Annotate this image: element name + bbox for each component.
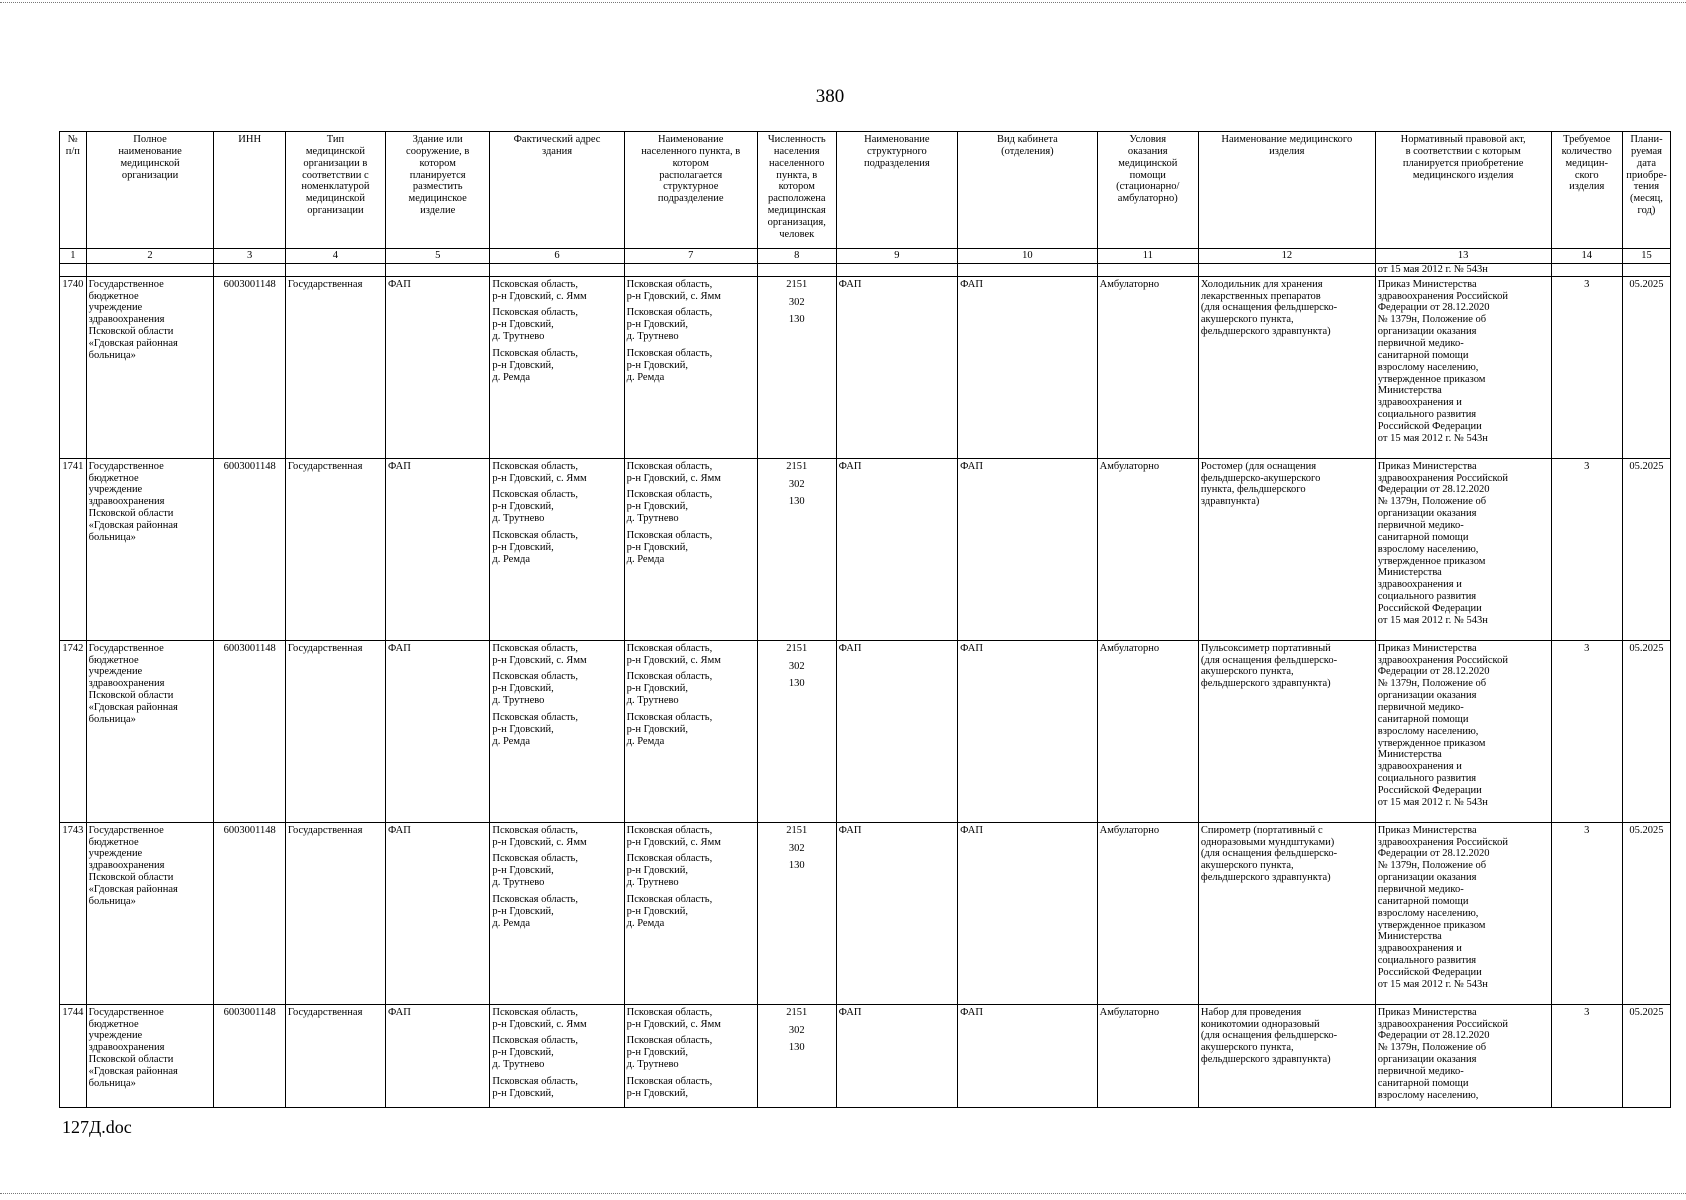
device-name-text: Спирометр (портативный с одноразовыми мундштуками) (для оснащения фельдшерско- акушерского пункта, фельдшерского здравпункта) xyxy=(1200,824,1338,884)
care-conditions-text: Амбулаторно xyxy=(1099,278,1160,290)
quantity-text: 3 xyxy=(1584,278,1590,290)
settlement-line: Псковская область, р-н Гдовский, д. Ремда xyxy=(626,530,713,565)
scan-edge-bottom xyxy=(0,1193,1686,1197)
inn xyxy=(214,1004,285,1107)
footer-filename: 127Д.doc xyxy=(62,1117,132,1137)
inn xyxy=(214,276,285,458)
header-cell: Требуемое количество медицин- ского изделия xyxy=(1551,132,1622,249)
population-line: 130 xyxy=(788,860,805,872)
address-line: Псковская область, р-н Гдовский, д. Трутнево xyxy=(492,853,578,889)
address-line: Псковская область, р-н Гдовский, с. Ямм xyxy=(492,460,587,484)
column-number: 15 xyxy=(1622,249,1670,264)
org-type xyxy=(285,1004,385,1107)
population-line: 302 xyxy=(788,478,805,490)
column-number-row xyxy=(60,249,1671,264)
header-cell: Наименование структурного подразделения xyxy=(836,132,957,249)
header-cell: Условия оказания медицинской помощи (стационарно/ амбулаторно) xyxy=(1097,132,1198,249)
settlement-line: Псковская область, р-н Гдовский, с. Ямм xyxy=(626,824,721,848)
subdivision-text: ФАП xyxy=(838,460,862,472)
column-number: 6 xyxy=(490,249,624,264)
population xyxy=(757,640,836,822)
building xyxy=(385,458,489,640)
population-line: 2151 xyxy=(786,460,808,472)
table-row xyxy=(60,822,1671,1004)
device-name-text: Холодильник для хранения лекарственных препаратов (для оснащения фельдшерско- акушерского пункта, фельдшерского здравпункта) xyxy=(1200,278,1338,338)
address-line: Псковская область, р-н Гдовский, с. Ямм xyxy=(492,1006,587,1030)
column-number: 12 xyxy=(1198,249,1375,264)
cabinet-type xyxy=(958,640,1098,822)
settlement xyxy=(624,822,757,1004)
quantity xyxy=(1551,822,1622,1004)
building-text: ФАП xyxy=(387,278,411,290)
cabinet-type xyxy=(958,458,1098,640)
column-number: 13 xyxy=(1375,249,1551,264)
purchase-date xyxy=(1622,822,1670,1004)
subdivision xyxy=(836,822,957,1004)
settlement-line: Псковская область, р-н Гдовский, с. Ямм xyxy=(626,278,721,302)
org-name xyxy=(86,640,214,822)
address xyxy=(490,1004,624,1107)
legal-act xyxy=(1375,276,1551,458)
settlement-line: Псковская область, р-н Гдовский, с. Ямм xyxy=(626,1006,721,1030)
purchase-date-text: 05.2025 xyxy=(1629,1006,1664,1018)
legal-act xyxy=(1375,458,1551,640)
column-number: 4 xyxy=(285,249,385,264)
address-line: Псковская область, р-н Гдовский, д. Трутнево xyxy=(492,489,578,525)
column-number: 7 xyxy=(624,249,757,264)
building-text: ФАП xyxy=(387,1006,411,1018)
subdivision xyxy=(836,640,957,822)
subdivision-text: ФАП xyxy=(838,824,862,836)
org-name xyxy=(86,458,214,640)
inn-text: 6003001148 xyxy=(223,642,276,654)
address-line: Псковская область, р-н Гдовский, д. Трутнево xyxy=(492,307,578,343)
inn-text: 6003001148 xyxy=(223,278,276,290)
row-number xyxy=(60,640,87,822)
settlement-line: Псковская область, р-н Гдовский, д. Трутнево xyxy=(626,853,713,889)
settlement-line: Псковская область, р-н Гдовский, д. Ремда xyxy=(626,348,713,383)
header-cell: Плани- руемая дата приобре- тения (месяц, год) xyxy=(1622,132,1670,249)
cabinet-type xyxy=(958,276,1098,458)
header-cell: Наименование населенного пункта, в котором располагается структурное подразделение xyxy=(624,132,757,249)
inn-text: 6003001148 xyxy=(223,460,276,472)
row-number-text: 1740 xyxy=(62,278,84,290)
row-number-text: 1741 xyxy=(62,460,84,472)
org-type xyxy=(285,640,385,822)
org-name-text: Государственное бюджетное учреждение здравоохранения Псковской области «Гдовская районная больница» xyxy=(88,278,178,361)
care-conditions-text: Амбулаторно xyxy=(1099,642,1160,654)
building-text: ФАП xyxy=(387,824,411,836)
population-line: 130 xyxy=(788,678,805,690)
subdivision xyxy=(836,276,957,458)
care-conditions xyxy=(1097,276,1198,458)
purchase-date-text: 05.2025 xyxy=(1629,824,1664,836)
purchase-date xyxy=(1622,1004,1670,1107)
header-cell: Вид кабинета (отделения) xyxy=(958,132,1098,249)
care-conditions-text: Амбулаторно xyxy=(1099,1006,1160,1018)
address-line: Псковская область, р-н Гдовский, с. Ямм xyxy=(492,824,587,848)
org-name xyxy=(86,1004,214,1107)
quantity xyxy=(1551,458,1622,640)
quantity-text: 3 xyxy=(1584,642,1590,654)
device-name-text: Ростомер (для оснащения фельдшерско-акушерского пункта, фельдшерского здравпункта) xyxy=(1200,460,1321,508)
population-line: 302 xyxy=(788,1024,805,1036)
quantity xyxy=(1551,1004,1622,1107)
legal-act xyxy=(1375,640,1551,822)
building-text: ФАП xyxy=(387,642,411,654)
legal-act-text: Приказ Министерства здравоохранения Российской Федерации от 28.12.2020 № 1379н, Положение об организации оказания первичной медико- санитарной помощи взрослому населению, утвержденное приказом Министерства здравоохранения и социального развития Российской Федерации от 15 мая 2012 г. № 543н xyxy=(1377,460,1508,626)
header-cell: № п/п xyxy=(60,132,87,249)
cabinet-type xyxy=(958,822,1098,1004)
org-type xyxy=(285,458,385,640)
org-type xyxy=(285,822,385,1004)
header-cell: Численность населения населенного пункта, в котором расположена медицинская организация, человек xyxy=(757,132,836,249)
settlement-line: Псковская область, р-н Гдовский, xyxy=(626,1076,713,1099)
population-line: 302 xyxy=(788,296,805,308)
address-line: Псковская область, р-н Гдовский, д. Ремда xyxy=(492,530,578,565)
building xyxy=(385,822,489,1004)
care-conditions-text: Амбулаторно xyxy=(1099,824,1160,836)
subdivision-text: ФАП xyxy=(838,1006,862,1018)
inn-text: 6003001148 xyxy=(223,1006,276,1018)
org-name-text: Государственное бюджетное учреждение здравоохранения Псковской области «Гдовская районная больница» xyxy=(88,460,178,543)
care-conditions-text: Амбулаторно xyxy=(1099,460,1160,472)
population xyxy=(757,458,836,640)
quantity xyxy=(1551,276,1622,458)
address-line: Псковская область, р-н Гдовский, д. Трутнево xyxy=(492,1035,578,1071)
settlement xyxy=(624,640,757,822)
care-conditions xyxy=(1097,458,1198,640)
settlement xyxy=(624,458,757,640)
row-number-text: 1744 xyxy=(62,1006,84,1018)
quantity-text: 3 xyxy=(1584,460,1590,472)
cabinet-type-text: ФАП xyxy=(960,824,983,836)
purchase-date-text: 05.2025 xyxy=(1629,278,1664,290)
device-name-text: Набор для проведения коникотомии одноразовый (для оснащения фельдшерско- акушерского пункта, фельдшерского здравпункта) xyxy=(1200,1006,1338,1066)
continuation-row xyxy=(60,263,1671,276)
address xyxy=(490,458,624,640)
cabinet-type-text: ФАП xyxy=(960,278,983,290)
inn xyxy=(214,640,285,822)
settlement xyxy=(624,276,757,458)
legal-act-text: Приказ Министерства здравоохранения Российской Федерации от 28.12.2020 № 1379н, Положение об организации оказания первичной медико- санитарной помощи взрослому населению, xyxy=(1377,1006,1508,1101)
org-type xyxy=(285,276,385,458)
settlement-line: Псковская область, р-н Гдовский, д. Ремда xyxy=(626,894,713,929)
purchase-date-text: 05.2025 xyxy=(1629,460,1664,472)
address xyxy=(490,822,624,1004)
table-row xyxy=(60,640,1671,822)
subdivision-text: ФАП xyxy=(838,642,862,654)
row-number xyxy=(60,458,87,640)
org-type-text: Государственная xyxy=(287,824,363,836)
column-number: 1 xyxy=(60,249,87,264)
cabinet-type-text: ФАП xyxy=(960,460,983,472)
legal-act xyxy=(1375,1004,1551,1107)
address-line: Псковская область, р-н Гдовский, xyxy=(492,1076,578,1099)
purchase-date xyxy=(1622,640,1670,822)
device-name xyxy=(1198,458,1375,640)
legal-act xyxy=(1375,822,1551,1004)
population-line: 130 xyxy=(788,1042,805,1054)
row-number-text: 1743 xyxy=(62,824,84,836)
inn-text: 6003001148 xyxy=(223,824,276,836)
quantity xyxy=(1551,640,1622,822)
equipment-table xyxy=(59,131,1671,1108)
building xyxy=(385,276,489,458)
subdivision-text: ФАП xyxy=(838,278,862,290)
care-conditions xyxy=(1097,822,1198,1004)
care-conditions xyxy=(1097,1004,1198,1107)
care-conditions xyxy=(1097,640,1198,822)
inn xyxy=(214,458,285,640)
settlement-line: Псковская область, р-н Гдовский, д. Ремда xyxy=(626,712,713,747)
inn xyxy=(214,822,285,1004)
device-name xyxy=(1198,640,1375,822)
row-number xyxy=(60,276,87,458)
table-row xyxy=(60,1004,1671,1107)
population-line: 2151 xyxy=(786,278,808,290)
building xyxy=(385,640,489,822)
org-name-text: Государственное бюджетное учреждение здравоохранения Псковской области «Гдовская районная больница» xyxy=(88,1006,178,1089)
settlement xyxy=(624,1004,757,1107)
subdivision xyxy=(836,1004,957,1107)
population xyxy=(757,276,836,458)
table-body xyxy=(60,263,1671,1107)
legal-act-text: Приказ Министерства здравоохранения Российской Федерации от 28.12.2020 № 1379н, Положение об организации оказания первичной медико- санитарной помощи взрослому населению, утвержденное приказом Министерства здравоохранения и социального развития Российской Федерации от 15 мая 2012 г. № 543н xyxy=(1377,824,1508,990)
device-name xyxy=(1198,822,1375,1004)
column-number: 2 xyxy=(86,249,214,264)
address-line: Псковская область, р-н Гдовский, с. Ямм xyxy=(492,278,587,302)
population-line: 302 xyxy=(788,842,805,854)
settlement-line: Псковская область, р-н Гдовский, д. Трутнево xyxy=(626,671,713,707)
row-number xyxy=(60,1004,87,1107)
column-number: 3 xyxy=(214,249,285,264)
org-type-text: Государственная xyxy=(287,460,363,472)
subdivision xyxy=(836,458,957,640)
page-number: 380 xyxy=(815,86,845,107)
header-cell: Фактический адрес здания xyxy=(490,132,624,249)
column-number: 9 xyxy=(836,249,957,264)
population-line: 2151 xyxy=(786,642,808,654)
population-line: 130 xyxy=(788,314,805,326)
column-number: 8 xyxy=(757,249,836,264)
settlement-line: Псковская область, р-н Гдовский, с. Ямм xyxy=(626,460,721,484)
row-number xyxy=(60,822,87,1004)
population-line: 2151 xyxy=(786,824,808,836)
org-type-text: Государственная xyxy=(287,1006,363,1018)
address-line: Псковская область, р-н Гдовский, д. Ремда xyxy=(492,712,578,747)
header-cell: ИНН xyxy=(214,132,285,249)
legal-act-text: Приказ Министерства здравоохранения Российской Федерации от 28.12.2020 № 1379н, Положение об организации оказания первичной медико- санитарной помощи взрослому населению, утвержденное приказом Министерства здравоохранения и социального развития Российской Федерации от 15 мая 2012 г. № 543н xyxy=(1377,642,1508,808)
org-name xyxy=(86,822,214,1004)
cabinet-type-text: ФАП xyxy=(960,642,983,654)
settlement-line: Псковская область, р-н Гдовский, д. Трутнево xyxy=(626,489,713,525)
table-row xyxy=(60,276,1671,458)
address-line: Псковская область, р-н Гдовский, д. Ремда xyxy=(492,894,578,929)
org-type-text: Государственная xyxy=(287,278,363,290)
population xyxy=(757,1004,836,1107)
cabinet-type xyxy=(958,1004,1098,1107)
building-text: ФАП xyxy=(387,460,411,472)
org-name-text: Государственное бюджетное учреждение здравоохранения Псковской области «Гдовская районная больница» xyxy=(88,642,178,725)
address xyxy=(490,640,624,822)
quantity-text: 3 xyxy=(1584,1006,1590,1018)
header-cell: Полное наименование медицинской организации xyxy=(86,132,214,249)
org-name-text: Государственное бюджетное учреждение здравоохранения Псковской области «Гдовская районная больница» xyxy=(88,824,178,907)
address-line: Псковская область, р-н Гдовский, д. Ремда xyxy=(492,348,578,383)
table-row xyxy=(60,458,1671,640)
settlement-line: Псковская область, р-н Гдовский, д. Трутнево xyxy=(626,307,713,343)
header-cell: Нормативный правовой акт, в соответствии с которым планируется приобретение медицинского изделия xyxy=(1375,132,1551,249)
org-type-text: Государственная xyxy=(287,642,363,654)
header-cell: Наименование медицинского изделия xyxy=(1198,132,1375,249)
cabinet-type-text: ФАП xyxy=(960,1006,983,1018)
header-cell: Тип медицинской организации в соответствии с номенклатурой медицинской организации xyxy=(285,132,385,249)
population-line: 130 xyxy=(788,496,805,508)
legal-act-text: Приказ Министерства здравоохранения Российской Федерации от 28.12.2020 № 1379н, Положение об организации оказания первичной медико- санитарной помощи взрослому населению, утвержденное приказом Министерства здравоохранения и социального развития Российской Федерации от 15 мая 2012 г. № 543н xyxy=(1377,278,1508,444)
address xyxy=(490,276,624,458)
building xyxy=(385,1004,489,1107)
purchase-date xyxy=(1622,276,1670,458)
settlement-line: Псковская область, р-н Гдовский, д. Трутнево xyxy=(626,1035,713,1071)
column-number: 14 xyxy=(1551,249,1622,264)
continuation-text: от 15 мая 2012 г. № 543н xyxy=(1375,263,1551,276)
column-number: 10 xyxy=(958,249,1098,264)
scan-edge-top xyxy=(0,2,1686,6)
device-name xyxy=(1198,1004,1375,1107)
address-line: Псковская область, р-н Гдовский, д. Трутнево xyxy=(492,671,578,707)
population xyxy=(757,822,836,1004)
device-name-text: Пульсоксиметр портативный (для оснащения фельдшерско- акушерского пункта, фельдшерского здравпункта) xyxy=(1200,642,1338,690)
header-cell: Здание или сооружение, в котором планируется разместить медицинское изделие xyxy=(385,132,489,249)
purchase-date-text: 05.2025 xyxy=(1629,642,1664,654)
column-number: 11 xyxy=(1097,249,1198,264)
device-name xyxy=(1198,276,1375,458)
row-number-text: 1742 xyxy=(62,642,84,654)
settlement-line: Псковская область, р-н Гдовский, с. Ямм xyxy=(626,642,721,666)
purchase-date xyxy=(1622,458,1670,640)
population-line: 302 xyxy=(788,660,805,672)
population-line: 2151 xyxy=(786,1006,808,1018)
header-row xyxy=(60,132,1671,249)
quantity-text: 3 xyxy=(1584,824,1590,836)
column-number: 5 xyxy=(385,249,489,264)
org-name xyxy=(86,276,214,458)
address-line: Псковская область, р-н Гдовский, с. Ямм xyxy=(492,642,587,666)
